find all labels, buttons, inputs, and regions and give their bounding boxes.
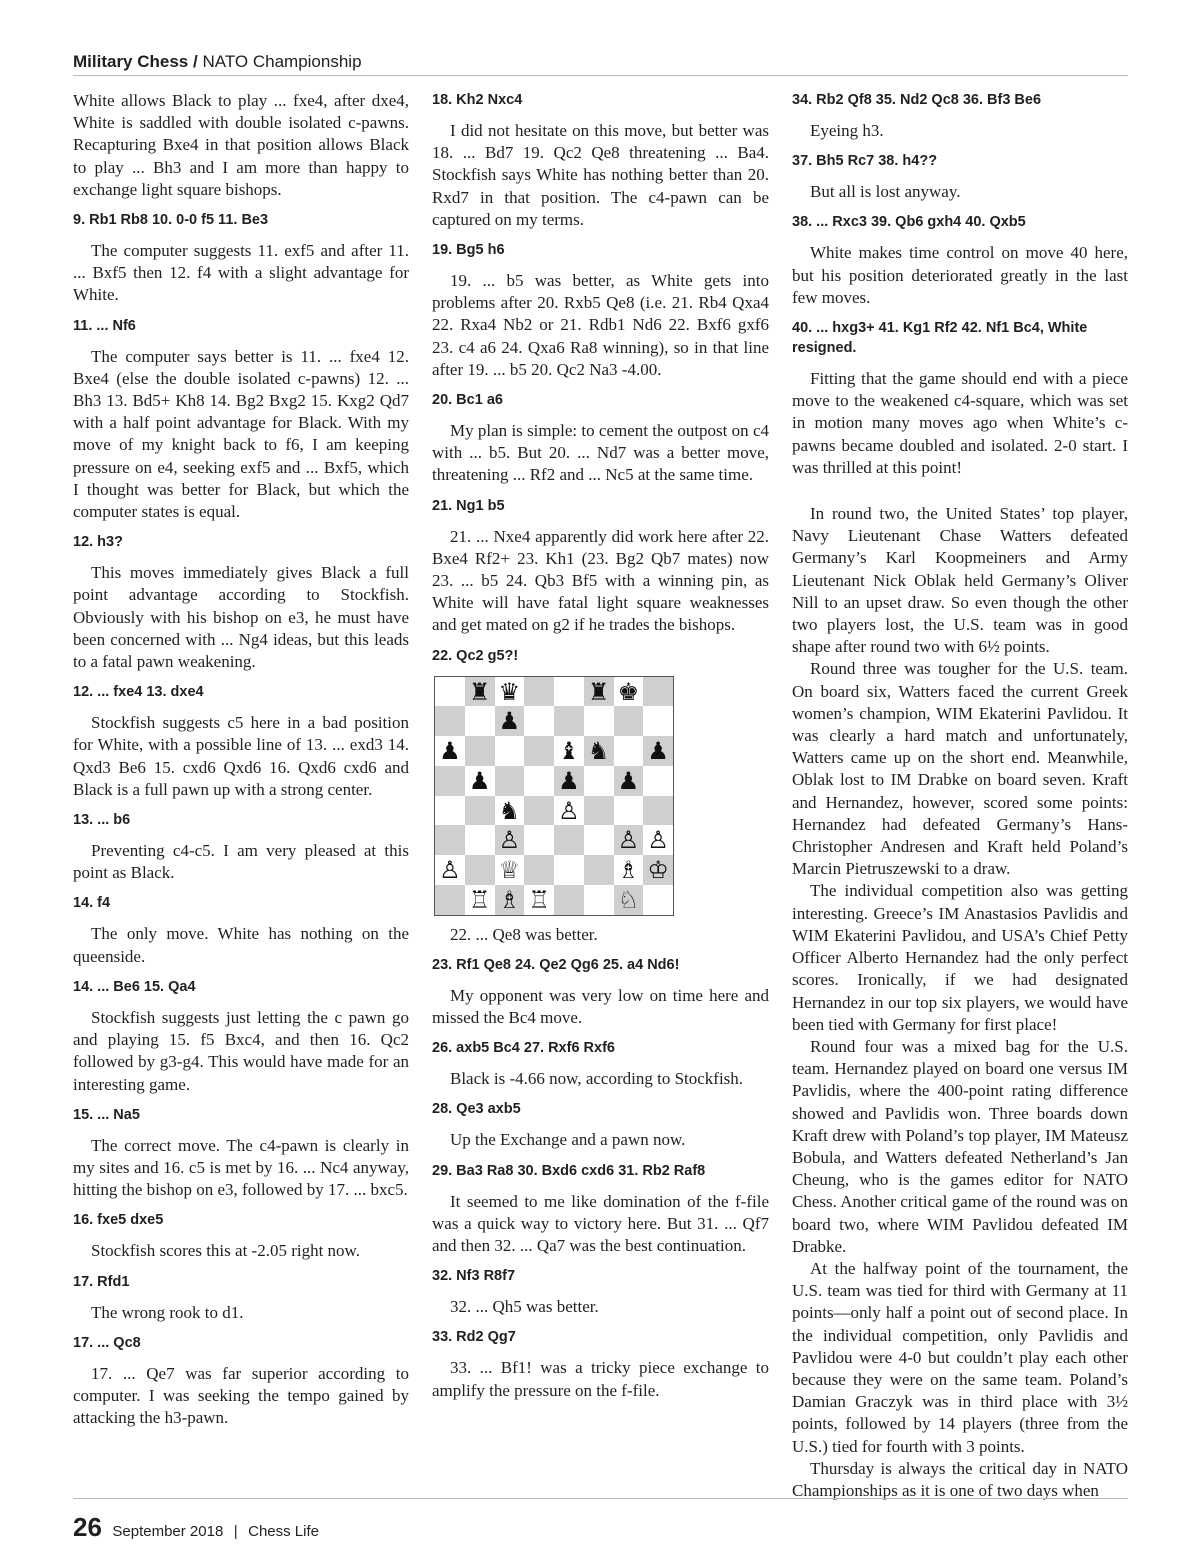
chess-square bbox=[643, 796, 673, 826]
annotation-paragraph: 21. ... Nxe4 apparently did work here after 22. Bxe4 Rf2+ 23. Kh1 (23. Bg2 Qb7 mates) now 23. ... b5 24. Qb3 Bf5 with a winning pin, as White will have fatal light square weaknesses and get mated on g2 if he trades the bishops. bbox=[432, 526, 769, 635]
chess-square bbox=[435, 885, 465, 915]
chess-piece-square: ♙ bbox=[643, 825, 673, 855]
annotation-paragraph: Preventing c4-c5. I am very pleased at this point as Black. bbox=[73, 841, 409, 883]
chess-square bbox=[584, 706, 614, 736]
chess-square bbox=[614, 706, 644, 736]
section-slash: / bbox=[193, 52, 198, 71]
chess-piece-square: ♙ bbox=[614, 825, 644, 855]
annotation-paragraph: But all is lost anyway. bbox=[810, 182, 961, 202]
move-heading: 32. Nf3 R8f7 bbox=[432, 1268, 516, 1285]
chess-piece-square: ♙ bbox=[495, 825, 525, 855]
move-heading: 21. Ng1 b5 bbox=[432, 497, 505, 514]
move-heading: 14. f4 bbox=[73, 895, 111, 912]
chess-square bbox=[643, 706, 673, 736]
move-heading: 18. Kh2 Nxc4 bbox=[432, 92, 523, 108]
chess-square bbox=[554, 855, 584, 885]
move-heading: 22. Qc2 g5?! bbox=[432, 647, 519, 664]
annotation-paragraph: Up the Exchange and a pawn now. bbox=[450, 1130, 686, 1150]
annotation-paragraph: Eyeing h3. bbox=[810, 121, 884, 140]
annotation-paragraph: Stockfish suggests just letting the c pawn go and playing 15. f5 Bxc4, and then 16. Qc2 followed by g3-g4. This would have made for an interesting game. bbox=[73, 1007, 409, 1094]
annotation-paragraph: The only move. White has nothing on the queenside. bbox=[73, 924, 409, 966]
annotation-paragraph: The correct move. The c4-pawn is clearly in my sites and 16. c5 is met by 16. ... Nc4 anyway, hitting the bishop on e3, followed by 17. ... bxc5. bbox=[73, 1135, 409, 1200]
annotation-paragraph: My opponent was very low on time here and missed the Bc4 move. bbox=[432, 985, 769, 1028]
chess-square bbox=[643, 677, 673, 707]
chess-piece-square: ♜ bbox=[584, 677, 614, 707]
annotation-paragraph: White allows Black to play ... fxe4, after dxe4, White is saddled with double isolated c-pawns. Recapturing Bxe4 in that position allows Black to play ... Bh3 and I am more than happy to exchange light square bishops. bbox=[73, 91, 409, 199]
annotation-paragraph: My plan is simple: to cement the outpost on c4 with ... b5. But 20. ... Nd7 was a better move, threatening ... Rf2 and ... Nc5 at the same time. bbox=[432, 421, 769, 485]
chess-square bbox=[614, 736, 644, 766]
move-heading: 23. Rf1 Qe8 24. Qe2 Qg6 25. a4 Nd6! bbox=[432, 956, 680, 973]
chess-square bbox=[524, 706, 554, 736]
annotation-paragraph: The computer suggests 11. exf5 and after 11. ... Bxf5 then 12. f4 with a slight advantage for White. bbox=[73, 241, 409, 305]
chess-piece-square: ♟ bbox=[554, 766, 584, 796]
chess-piece-square: ♔ bbox=[643, 855, 673, 885]
annotation-paragraph: Black is -4.66 now, according to Stockfish. bbox=[450, 1069, 744, 1089]
annotation-paragraph: White makes time control on move 40 here, but his position deteriorated greatly in the last few moves. bbox=[792, 243, 1128, 307]
chess-square bbox=[554, 677, 584, 707]
issue-date: September 2018 bbox=[112, 1523, 224, 1540]
move-heading: 12. ... fxe4 13. dxe4 bbox=[73, 684, 204, 701]
chess-square bbox=[524, 677, 554, 707]
chess-piece-square: ♙ bbox=[554, 796, 584, 826]
move-heading: 20. Bc1 a6 bbox=[432, 392, 503, 409]
page-number: 26 bbox=[73, 1512, 102, 1542]
annotation-paragraph: The computer says better is 11. ... fxe4 12. Bxe4 (else the double isolated c-pawns) 12. ... Bh3 13. Bd5+ Kh8 14. Bg2 Bxg2 15. Kxg2 Qd7 with a half point advantage for Black. With my move of my knight back to f6, I am keeping pressure on e4, seeking exf5 and ... Bxf5, which I thought was better for Black, but which the computer states is equal. bbox=[73, 346, 409, 522]
chess-square bbox=[435, 796, 465, 826]
chess-piece-square: ♜ bbox=[465, 677, 495, 707]
chess-piece-square: ♗ bbox=[495, 885, 525, 915]
chess-diagram bbox=[434, 676, 674, 916]
chess-square bbox=[435, 677, 465, 707]
chess-square bbox=[584, 825, 614, 855]
chess-piece-square: ♙ bbox=[435, 855, 465, 885]
chess-square bbox=[524, 766, 554, 796]
section-title: Military Chess bbox=[73, 52, 189, 71]
chess-piece-square: ♚ bbox=[614, 677, 644, 707]
chess-square bbox=[465, 736, 495, 766]
move-heading: 38. ... Rxc3 39. Qb6 gxh4 40. Qxb5 bbox=[792, 214, 1026, 231]
subsection-title: NATO Championship bbox=[202, 52, 362, 71]
annotation-paragraph: 32. ... Qh5 was better. bbox=[450, 1297, 599, 1317]
chess-square bbox=[435, 766, 465, 796]
chess-piece-square: ♞ bbox=[584, 736, 614, 766]
annotation-paragraph: 33. ... Bf1! was a tricky piece exchange to amplify the pressure on the f-file. bbox=[432, 1358, 769, 1400]
move-heading: 13. ... b6 bbox=[73, 812, 131, 829]
column-3 bbox=[792, 90, 1128, 1502]
column-1 bbox=[73, 90, 409, 1429]
annotation-paragraph: This moves immediately gives Black a full point advantage according to Stockfish. Obviously with his bishop on e3, he must have been concerned with ... Ng4 ideas, but this leads to a fatal pawn weakening. bbox=[73, 563, 409, 672]
report-paragraph: Thursday is always the critical day in NATO Championships as it is one of two days when bbox=[792, 1458, 1128, 1500]
chess-piece-square: ♘ bbox=[614, 885, 644, 915]
chess-square bbox=[435, 706, 465, 736]
annotation-paragraph: Fitting that the game should end with a piece move to the weakened c4-square, which was set in motion many moves ago when White’s c-pawns became doubled and isolated. 2-0 start. I was thrilled at this point! bbox=[792, 369, 1128, 477]
chess-piece-square: ♛ bbox=[495, 677, 525, 707]
annotation-paragraph: I did not hesitate on this move, but better was 18. ... Bd7 19. Qc2 Qe8 threatening ... Ba4. Stockfish says White has nothing better than 20. Rxd7 in that position. The c4-pawn can be captured on my terms. bbox=[432, 121, 769, 229]
chess-square bbox=[584, 885, 614, 915]
annotation-paragraph: The wrong rook to d1. bbox=[91, 1302, 244, 1322]
column-2 bbox=[432, 90, 769, 1402]
move-heading: 37. Bh5 Rc7 38. h4?? bbox=[792, 153, 938, 170]
move-heading: 40. ... hxg3+ 41. Kg1 Rf2 42. Nf1 Bc4, White resigned. bbox=[792, 320, 1088, 357]
chess-square bbox=[465, 796, 495, 826]
chess-square bbox=[584, 855, 614, 885]
chess-square bbox=[643, 885, 673, 915]
section-gap bbox=[792, 488, 1128, 503]
chess-square bbox=[524, 736, 554, 766]
annotation-paragraph: It seemed to me like domination of the f-file was a quick way to victory here. But 31. ... Qf7 and then 32. ... Qa7 was the best continuation. bbox=[432, 1191, 769, 1256]
move-heading: 15. ... Na5 bbox=[73, 1106, 140, 1123]
chess-square bbox=[435, 825, 465, 855]
report-paragraph: Round four was a mixed bag for the U.S. team. Hernandez played on board one versus IM Pavlidis, where the 400-point rating difference showed and Pavlidis won. Three boards down Kraft drew with Poland’s top player, IM Mateusz Bobula, and Watters defeated Netherland’s Jan Cheung, who is the games editor for NATO Chess. Another critical game of the round was on board two, where WIM Pavlidou defeated IM Drabke. bbox=[792, 1036, 1128, 1256]
move-heading: 12. h3? bbox=[73, 534, 123, 551]
chess-piece-square: ♖ bbox=[524, 885, 554, 915]
chess-square bbox=[584, 766, 614, 796]
chess-square bbox=[524, 855, 554, 885]
footer-rule bbox=[73, 1498, 1128, 1499]
move-heading: 9. Rb1 Rb8 10. 0-0 f5 11. Be3 bbox=[73, 212, 269, 229]
report-paragraph: The individual competition also was getting interesting. Greece’s IM Anastasios Pavlidis and WIM Ekaterini Pavlidou, and USA’s Chief Petty Officer Alberto Hernandez had the only perfect scores. Ironically, if we had designated Hernandez in our top six players, we would have been tied with Germany for first place! bbox=[792, 881, 1128, 1034]
chess-square bbox=[554, 706, 584, 736]
report-paragraph: At the halfway point of the tournament, the U.S. team was tied for third with Germany at 11 points—only half a point out of second place. In the individual competition, only Pavlidis and Pavlidou were 4-0 but couldn’t play each other because they were on the same team. Poland’s Damian Graczyk was in third place with 3½ points, followed by 14 players (three from the U.S.) tied for fourth with 3 points. bbox=[792, 1258, 1128, 1456]
annotation-paragraph: Stockfish scores this at -2.05 right now. bbox=[91, 1241, 360, 1261]
chess-square bbox=[465, 706, 495, 736]
chess-square bbox=[495, 766, 525, 796]
report-paragraph: In round two, the United States’ top player, Navy Lieutenant Chase Watters defeated Germany’s Karl Koopmeiners and Army Lieutenant Nick Oblak held Germany’s Oliver Nill to an upset draw. So even though the other two players lost, the U.S. team was in good shape after round two with 6½ points. bbox=[792, 504, 1128, 657]
chess-square bbox=[465, 855, 495, 885]
chess-square bbox=[524, 825, 554, 855]
chess-square bbox=[495, 736, 525, 766]
annotation-paragraph: 22. ... Qe8 was better. bbox=[450, 924, 598, 944]
chess-square bbox=[584, 796, 614, 826]
chess-piece-square: ♟ bbox=[435, 736, 465, 766]
move-heading: 16. fxe5 dxe5 bbox=[73, 1212, 164, 1229]
report-paragraph: Round three was tougher for the U.S. team. On board six, Watters faced the current Greek women’s champion, WIM Ekaterini Pavlidou. It was clearly a hard match and unfortunately, Watters came up on the short end. Meanwhile, Oblak lost to IM Drabke on board seven. Kraft and Hernandez, however, scored some points: Hernandez had defeated Germany’s Hans-Christopher Andresen and Kraft held Poland’s Marcin Pietruszewski to a draw. bbox=[792, 659, 1128, 879]
chess-piece-square: ♟ bbox=[465, 766, 495, 796]
magazine-name: Chess Life bbox=[248, 1523, 319, 1540]
chess-piece-square: ♟ bbox=[643, 736, 673, 766]
chess-square bbox=[524, 796, 554, 826]
chess-piece-square: ♟ bbox=[614, 766, 644, 796]
move-heading: 33. Rd2 Qg7 bbox=[432, 1329, 516, 1346]
move-heading: 17. Rfd1 bbox=[73, 1273, 130, 1290]
chess-piece-square: ♖ bbox=[465, 885, 495, 915]
move-heading: 19. Bg5 h6 bbox=[432, 242, 505, 259]
annotation-paragraph: 17. ... Qe7 was far superior according to computer. I was seeking the tempo gained by attacking the h3-pawn. bbox=[73, 1363, 409, 1428]
move-heading: 29. Ba3 Ra8 30. Bxd6 cxd6 31. Rb2 Raf8 bbox=[432, 1162, 706, 1179]
annotation-paragraph: 19. ... b5 was better, as White gets into problems after 20. Rxb5 Qe8 (i.e. 21. Rb4 Qxa4 22. Rxa4 Nb2 or 21. Rdb1 Nd6 22. Bxf6 gxf6 23. c4 a6 24. Qxa6 Ra8 winning), so in that line after 19. ... b5 20. Qc2 Na3 -4.00. bbox=[432, 271, 769, 379]
chess-piece-square: ♞ bbox=[495, 796, 525, 826]
chess-piece-square: ♗ bbox=[614, 855, 644, 885]
move-heading: 17. ... Qc8 bbox=[73, 1334, 141, 1351]
chess-square bbox=[465, 825, 495, 855]
move-heading: 28. Qe3 axb5 bbox=[432, 1101, 521, 1118]
move-heading: 34. Rb2 Qf8 35. Nd2 Qc8 36. Bf3 Be6 bbox=[792, 92, 1042, 108]
annotation-paragraph: Stockfish suggests c5 here in a bad position for White, with a possible line of 13. ... exd3 14. Qxd3 Be6 15. cxd6 Qxd6 16. Qxd6 cxd6 and Black is a full pawn up with a strong center. bbox=[73, 713, 409, 799]
footer-separator: | bbox=[233, 1523, 238, 1540]
chess-square bbox=[643, 766, 673, 796]
chess-piece-square: ♝ bbox=[554, 736, 584, 766]
page-footer bbox=[73, 1512, 319, 1542]
chess-square bbox=[614, 796, 644, 826]
chess-piece-square: ♕ bbox=[495, 855, 525, 885]
chess-square bbox=[554, 825, 584, 855]
move-heading: 26. axb5 Bc4 27. Rxf6 Rxf6 bbox=[432, 1040, 615, 1057]
chess-square bbox=[554, 885, 584, 915]
chess-piece-square: ♟ bbox=[495, 706, 525, 736]
running-head bbox=[73, 50, 1128, 76]
move-heading: 14. ... Be6 15. Qa4 bbox=[73, 978, 196, 995]
move-heading: 11. ... Nf6 bbox=[73, 317, 136, 334]
